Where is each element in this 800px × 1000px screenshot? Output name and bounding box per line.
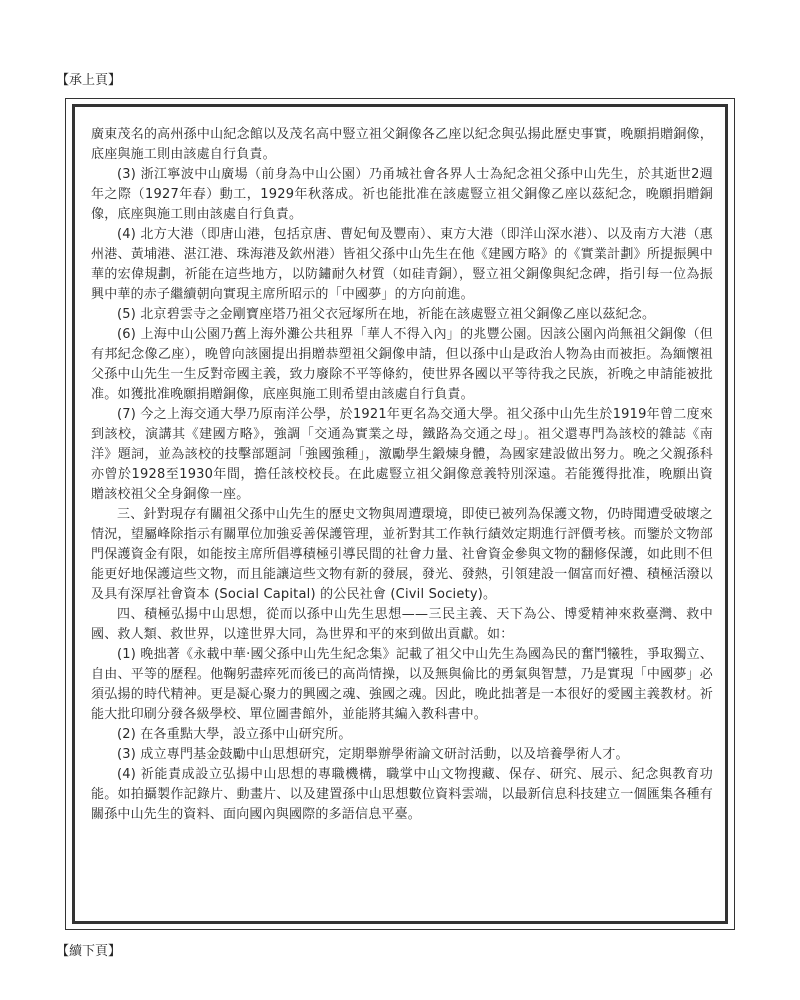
paragraph: (4) 北方大港（即唐山港，包括京唐、曹妃甸及豐南）、東方大港（即洋山深水港）、以及南方大港（惠州港、黃埔港、湛江港、珠海港及欽州港）皆祖父孫中山先生在他《建國方略》的《實業計劃》所提振興中華的宏偉規劃，祈能在這些地方，以防鏽耐久材質（如硅青銅），豎立祖父銅像與紀念碑，指引每一位為振興中華的赤子繼續朝向實現主席所昭示的「中國夢」的方向前進。 [91, 227, 713, 302]
paragraph: 廣東茂名的高州孫中山紀念館以及茂名高中豎立祖父銅像各乙座以紀念與弘揚此歷史事實，晚願捐贈銅像，底座與施工則由該處自行負責。 [91, 127, 713, 162]
continued-on-next-marker: 【續下頁】 [56, 944, 122, 959]
paragraph: (2) 在各重點大學，設立孫中山研究所。 [117, 727, 352, 742]
continued-from-previous-marker: 【承上頁】 [56, 73, 122, 88]
paragraph: (4) 祈能責成設立弘揚中山思想的專職機構，職掌中山文物搜藏、保存、研究、展示、紀念與教育功能。如拍攝製作記錄片、動畫片、以及建置孫中山思想數位資料雲端，以最新信息科技建立一個匯集各種有關孫中山先生的資料、面向國內與國際的多語信息平臺。 [91, 767, 713, 822]
paragraph: (3) 成立專門基金鼓勵中山思想研究，定期舉辦學術論文研討活動，以及培養學術人才。 [117, 747, 629, 762]
document-body [91, 125, 713, 825]
paragraph: (7) 今之上海交通大學乃原南洋公學，於1921年更名為交通大學。祖父孫中山先生於1919年曾二度來到該校，演講其《建國方略》，強調「交通為實業之母，鐵路為交通之母」。祖父還專門為該校的雜誌《南洋》題詞，並為該校的技擊部題詞「強國強種」，激勵學生鍛煉身體，為國家建設做出努力。晚之父親孫科亦曾於1928至1930年間，擔任該校校長。在此處豎立祖父銅像意義特別深遠。若能獲得批准，晚願出資贈該校祖父全身銅像一座。 [91, 407, 713, 502]
paragraph: (5) 北京碧雲寺之金剛寶座塔乃祖父衣冠塚所在地，祈能在該處豎立祖父銅像乙座以茲紀念。 [117, 307, 656, 322]
paragraph: 四、積極弘揚中山思想，從而以孫中山先生思想——三民主義、天下為公、博愛精神來救臺灣、救中國、救人類、救世界，以達世界大同，為世界和平的來到做出貢獻。如： [91, 607, 713, 642]
paragraph: (3) 浙江寧波中山廣場（前身為中山公園）乃甬城社會各界人士為紀念祖父孫中山先生，於其逝世2週年之際（1927年春）動工，1929年秋落成。祈也能批准在該處豎立祖父銅像乙座以茲紀念，晚願捐贈銅像，底座與施工則由該處自行負責。 [91, 167, 713, 222]
paragraph: (1) 晚拙著《永載中華‧國父孫中山先生紀念集》記載了祖父中山先生為國為民的奮鬥犧牲，爭取獨立、自由、平等的歷程。他鞠躬盡瘁死而後已的高尚情操，以及無與倫比的勇氣與智慧，乃是實現「中國夢」必須弘揚的時代精神。更是凝心聚力的興國之魂、強國之魂。因此，晚此拙著是一本很好的愛國主義教材。祈能大批印刷分發各級學校、單位圖書館外，並能將其編入教科書中。 [91, 647, 713, 722]
paragraph: (6) 上海中山公園乃舊上海外灘公共租界「華人不得入內」的兆豐公園。因該公園內尚無祖父銅像（但有邦紀念像乙座），晚曾向該園提出捐贈恭塑祖父銅像申請，但以孫中山是政治人物為由而被拒。為緬懷祖父孫中山先生一生反對帝國主義，致力廢除不平等條約，使世界各國以平等待我之民族，祈晚之申請能被批准。如獲批准晚願捐贈銅像，底座與施工則希望由該處自行負責。 [91, 327, 713, 402]
paragraph: 三、針對現存有關祖父孫中山先生的歷史文物與周遭環境，即使已被列為保護文物，仍時聞遭受破壞之情況，望屬峰除指示有關單位加強妥善保護管理，並祈對其工作執行績效定期進行評價考核。而鑒於文物部門保護資金有限，如能按主席所倡導積極引導民間的社會力量、社會資金參與文物的翻修保護，如此則不但能更好地保護這些文物，而且能讓這些文物有新的發展，發光、發熱，引領建設一個富而好禮、積極活潑以及具有深厚社會資本 (Social Capital) 的公民社會 (Civil Society)。 [91, 507, 713, 602]
